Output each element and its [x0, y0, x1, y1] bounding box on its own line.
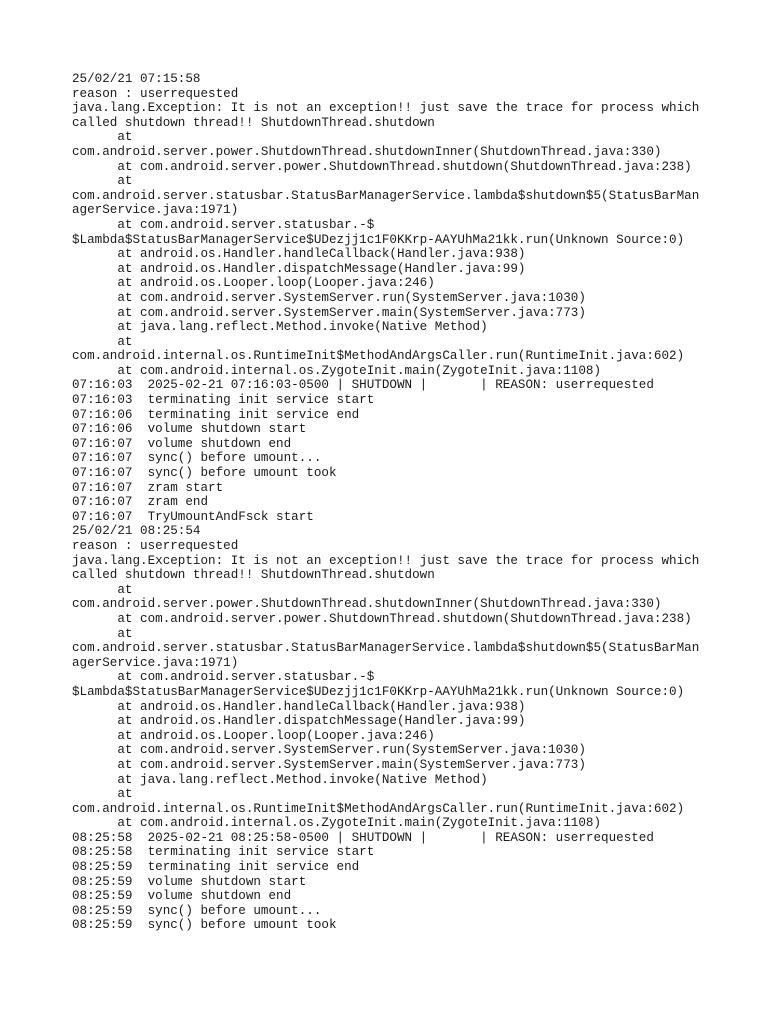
log-line: at — [72, 174, 133, 189]
log-line: 08:25:59 terminating init service end — [72, 860, 360, 875]
log-line: 08:25:59 sync() before umount... — [72, 903, 322, 918]
log-line: 07:16:07 zram start — [72, 480, 224, 495]
log-line: at android.os.Looper.loop(Looper.java:246) — [72, 728, 435, 743]
log-line: $Lambda$StatusBarManagerService$UDezjj1c1F0KKrp-AAYUhMa21kk.run(Unknown Source:0) — [72, 232, 685, 247]
shutdown-log-text — [72, 72, 712, 933]
log-line: 25/02/21 07:15:58 — [72, 72, 201, 86]
log-line: 07:16:07 zram end — [72, 495, 209, 510]
log-line: at android.os.Handler.dispatchMessage(Handler.java:99) — [72, 714, 526, 729]
log-line: at com.android.internal.os.ZygoteInit.main(ZygoteInit.java:1108) — [72, 363, 602, 378]
log-line: at — [72, 130, 133, 145]
log-line: at java.lang.reflect.Method.invoke(Native Method) — [72, 772, 488, 787]
log-line: 07:16:03 terminating init service start — [72, 393, 375, 408]
log-line: at com.android.internal.os.ZygoteInit.main(ZygoteInit.java:1108) — [72, 816, 602, 831]
log-line: at com.android.server.statusbar.-$ — [72, 670, 375, 685]
log-line: called shutdown thread!! ShutdownThread.shutdown — [72, 115, 435, 130]
log-line: 08:25:58 2025-02-21 08:25:58-0500 | SHUTDOWN | | REASON: userrequested — [72, 830, 654, 845]
log-line: 08:25:59 volume shutdown start — [72, 874, 307, 889]
log-line: 08:25:58 terminating init service start — [72, 845, 375, 860]
log-line: com.android.server.power.ShutdownThread.shutdownInner(ShutdownThread.java:330) — [72, 597, 662, 612]
log-line: com.android.server.power.ShutdownThread.shutdownInner(ShutdownThread.java:330) — [72, 144, 662, 159]
log-line: 07:16:06 volume shutdown start — [72, 422, 307, 437]
log-line: at — [72, 787, 133, 802]
log-line: 08:25:59 sync() before umount took — [72, 918, 337, 933]
log-line: 07:16:07 volume shutdown end — [72, 436, 292, 451]
log-line: at com.android.server.SystemServer.run(SystemServer.java:1030) — [72, 290, 586, 305]
log-line: 08:25:59 volume shutdown end — [72, 889, 292, 904]
log-line: at — [72, 626, 133, 641]
log-line: 07:16:03 2025-02-21 07:16:03-0500 | SHUTDOWN | | REASON: userrequested — [72, 378, 654, 393]
log-line: com.android.internal.os.RuntimeInit$MethodAndArgsCaller.run(RuntimeInit.java:602) — [72, 801, 685, 816]
log-line: at com.android.server.power.ShutdownThread.shutdown(ShutdownThread.java:238) — [72, 159, 692, 174]
log-line: at com.android.server.SystemServer.main(SystemServer.java:773) — [72, 757, 586, 772]
log-line: at android.os.Looper.loop(Looper.java:246) — [72, 276, 435, 291]
log-line: java.lang.Exception: It is not an exception!! just save the trace for process which — [72, 101, 700, 116]
log-line: $Lambda$StatusBarManagerService$UDezjj1c1F0KKrp-AAYUhMa21kk.run(Unknown Source:0) — [72, 684, 685, 699]
log-line: agerService.java:1971) — [72, 203, 239, 218]
log-line: com.android.internal.os.RuntimeInit$MethodAndArgsCaller.run(RuntimeInit.java:602) — [72, 349, 685, 364]
log-line: agerService.java:1971) — [72, 655, 239, 670]
log-line: reason : userrequested — [72, 86, 239, 101]
log-line: at — [72, 334, 133, 349]
log-line: at java.lang.reflect.Method.invoke(Native Method) — [72, 320, 488, 335]
log-line: at android.os.Handler.handleCallback(Handler.java:938) — [72, 247, 526, 262]
log-line: com.android.server.statusbar.StatusBarManagerService.lambda$shutdown$5(StatusBarMan — [72, 641, 700, 656]
log-line: java.lang.Exception: It is not an exception!! just save the trace for process which — [72, 553, 700, 568]
log-line: at android.os.Handler.handleCallback(Handler.java:938) — [72, 699, 526, 714]
log-line: 07:16:06 terminating init service end — [72, 407, 360, 422]
log-line: called shutdown thread!! ShutdownThread.shutdown — [72, 568, 435, 583]
log-line: at com.android.server.SystemServer.main(SystemServer.java:773) — [72, 305, 586, 320]
log-line: 07:16:07 sync() before umount took — [72, 466, 337, 481]
log-line: at com.android.server.power.ShutdownThread.shutdown(ShutdownThread.java:238) — [72, 611, 692, 626]
log-line: reason : userrequested — [72, 539, 239, 553]
log-line: at — [72, 582, 133, 597]
log-line: com.android.server.statusbar.StatusBarManagerService.lambda$shutdown$5(StatusBarMan — [72, 188, 700, 203]
log-line: at com.android.server.statusbar.-$ — [72, 217, 375, 232]
log-line: 07:16:07 sync() before umount... — [72, 451, 322, 466]
log-line: 25/02/21 08:25:54 — [72, 524, 201, 539]
log-line: 07:16:07 TryUmountAndFsck start — [72, 509, 314, 524]
log-line: at com.android.server.SystemServer.run(SystemServer.java:1030) — [72, 743, 586, 758]
log-line: at android.os.Handler.dispatchMessage(Handler.java:99) — [72, 261, 526, 276]
